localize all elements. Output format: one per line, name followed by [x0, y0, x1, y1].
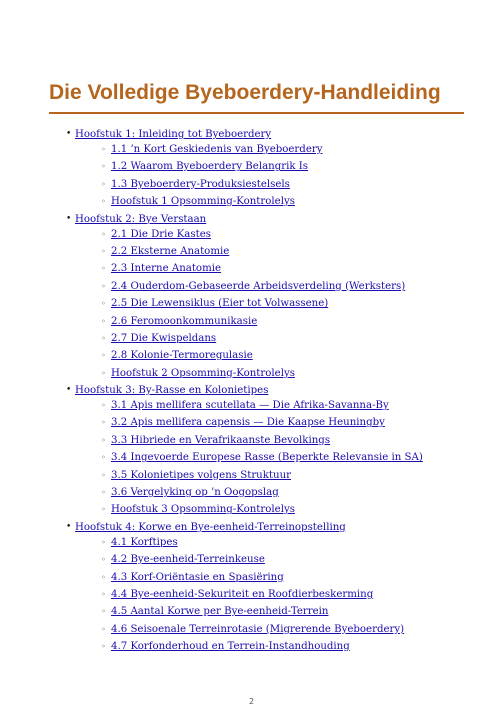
toc-chapter — [66, 212, 486, 384]
toc-section-link[interactable]: 3.2 Apis mellifera capensis — Die Kaapse Heuningby — [111, 417, 385, 429]
toc-section-link[interactable]: 2.1 Die Drie Kastes — [111, 228, 211, 240]
toc-section-link[interactable]: 4.5 Aantal Korwe per Bye-eenheid-Terrein — [111, 606, 329, 618]
circle-bullet-icon: ◦ — [101, 572, 106, 582]
page-number: 2 — [248, 697, 255, 706]
toc-chapter — [66, 520, 486, 657]
toc-chapter-link[interactable]: Hoofstuk 2: Bye Verstaan — [75, 213, 207, 225]
toc-section-link[interactable]: Hoofstuk 1 Opsomming-Kontrolelys — [111, 196, 295, 208]
toc-section-item — [75, 639, 486, 656]
toc-chapter-line — [66, 212, 486, 227]
title-divider — [49, 112, 464, 114]
toc-section-link[interactable]: 3.1 Apis mellifera scutellata — Die Afrika-Savanna-By — [111, 400, 389, 412]
toc-section-item — [75, 502, 486, 519]
toc-section-item — [75, 366, 486, 383]
circle-bullet-icon: ◦ — [101, 316, 106, 326]
bullet-icon: • — [66, 521, 72, 532]
toc-section-item — [75, 433, 486, 450]
circle-bullet-icon: ◦ — [101, 197, 106, 207]
circle-bullet-icon: ◦ — [101, 299, 106, 309]
toc-chapter — [66, 127, 486, 212]
toc-section-item — [75, 468, 486, 485]
circle-bullet-icon: ◦ — [101, 488, 106, 498]
bullet-icon: • — [66, 213, 72, 224]
toc-chapter-line — [66, 520, 486, 535]
toc-section-item — [75, 485, 486, 502]
toc-section-list — [75, 398, 486, 520]
toc-section-link[interactable]: 2.2 Eksterne Anatomie — [111, 245, 230, 257]
circle-bullet-icon: ◦ — [101, 505, 106, 515]
toc-section-link[interactable]: 1.3 Byeboerdery-Produksiestelsels — [111, 178, 290, 190]
toc-section-item — [75, 552, 486, 569]
toc-section-item — [75, 227, 486, 244]
toc-section-link[interactable]: 1.2 Waarom Byeboerdery Belangrik Is — [111, 161, 309, 173]
bullet-icon: • — [66, 129, 72, 139]
table-of-contents — [66, 127, 486, 657]
toc-section-item — [75, 142, 486, 159]
toc-section-link[interactable]: 2.4 Ouderdom-Gebaseerde Arbeidsverdeling (Werksters) — [111, 280, 406, 292]
circle-bullet-icon: ◦ — [101, 555, 106, 565]
toc-section-link[interactable]: 2.8 Kolonie-Termoregulasie — [111, 350, 253, 362]
circle-bullet-icon: ◦ — [101, 607, 106, 617]
toc-section-link[interactable]: 3.3 Hibriede en Verafrikaanste Bevolkings — [111, 434, 331, 446]
toc-section-link[interactable]: 2.3 Interne Anatomie — [111, 263, 222, 275]
circle-bullet-icon: ◦ — [101, 589, 106, 599]
toc-section-item — [75, 244, 486, 261]
toc-section-item — [75, 296, 486, 313]
toc-section-list — [75, 142, 486, 212]
toc-section-item — [75, 177, 486, 194]
circle-bullet-icon: ◦ — [101, 351, 106, 361]
toc-section-item — [75, 398, 486, 415]
circle-bullet-icon: ◦ — [101, 642, 106, 652]
circle-bullet-icon: ◦ — [101, 418, 106, 428]
circle-bullet-icon: ◦ — [101, 333, 106, 343]
toc-section-item — [75, 331, 486, 348]
toc-section-link[interactable]: 2.5 Die Lewensiklus (Eier tot Volwassene) — [111, 298, 329, 310]
toc-section-link[interactable]: 4.2 Bye-eenheid-Terreinkeuse — [111, 554, 265, 566]
toc-section-item — [75, 570, 486, 587]
toc-section-item — [75, 415, 486, 432]
circle-bullet-icon: ◦ — [101, 145, 106, 154]
toc-section-link[interactable]: 2.6 Feromoonkommunikasie — [111, 315, 258, 327]
toc-section-list — [75, 227, 486, 384]
toc-section-item — [75, 450, 486, 467]
circle-bullet-icon: ◦ — [101, 229, 106, 239]
toc-section-link[interactable]: 4.6 Seisoenale Terreinrotasie (Migrerende Byeboerdery) — [111, 623, 405, 635]
toc-section-link[interactable]: 3.4 Ingevoerde Europese Rasse (Beperkte Relevansie in SA) — [111, 452, 423, 464]
toc-section-item — [75, 159, 486, 176]
circle-bullet-icon: ◦ — [101, 537, 106, 547]
toc-section-list — [75, 535, 486, 657]
toc-chapter-link[interactable]: Hoofstuk 3: By-Rasse en Kolonietipes — [75, 385, 269, 397]
circle-bullet-icon: ◦ — [101, 368, 106, 378]
toc-chapter — [66, 383, 486, 520]
toc-section-link[interactable]: 4.1 Korftipes — [111, 536, 178, 548]
toc-section-link[interactable]: 2.7 Die Kwispeldans — [111, 332, 217, 344]
toc-chapter-link[interactable]: Hoofstuk 4: Korwe en Bye-eenheid-Terreinopstelling — [75, 521, 346, 533]
toc-section-item — [75, 314, 486, 331]
circle-bullet-icon: ◦ — [101, 435, 106, 445]
toc-chapter-line — [66, 127, 486, 142]
toc-chapter-line — [66, 383, 486, 398]
toc-section-link[interactable]: Hoofstuk 3 Opsomming-Kontrolelys — [111, 504, 295, 516]
circle-bullet-icon: ◦ — [101, 401, 106, 411]
circle-bullet-icon: ◦ — [101, 264, 106, 274]
toc-section-item — [75, 279, 486, 296]
toc-section-item — [75, 194, 486, 211]
toc-section-item — [75, 604, 486, 621]
toc-section-item — [75, 622, 486, 639]
circle-bullet-icon: ◦ — [101, 162, 106, 172]
toc-section-item — [75, 535, 486, 552]
toc-section-link[interactable]: 4.7 Korfonderhoud en Terrein-Instandhouding — [111, 641, 350, 653]
circle-bullet-icon: ◦ — [101, 281, 106, 291]
toc-section-link[interactable]: 3.6 Vergelyking op ’n Oogopslag — [111, 487, 279, 499]
toc-section-link[interactable]: 4.4 Bye-eenheid-Sekuriteit en Roofdierbeskerming — [111, 588, 374, 600]
toc-section-item — [75, 348, 486, 365]
toc-section-link[interactable]: 1.1 ’n Kort Geskiedenis van Byeboerdery — [111, 144, 323, 155]
toc-section-item — [75, 261, 486, 278]
bullet-icon: • — [66, 385, 72, 396]
circle-bullet-icon: ◦ — [101, 246, 106, 256]
toc-section-link[interactable]: 3.5 Kolonietipes volgens Struktuur — [111, 469, 292, 481]
circle-bullet-icon: ◦ — [101, 624, 106, 634]
toc-section-link[interactable]: Hoofstuk 2 Opsomming-Kontrolelys — [111, 367, 295, 379]
circle-bullet-icon: ◦ — [101, 179, 106, 189]
toc-chapter-link[interactable]: Hoofstuk 1: Inleiding tot Byeboerdery — [75, 129, 272, 140]
document-title: Die Volledige Byeboerdery-Handleiding — [49, 81, 441, 104]
toc-section-link[interactable]: 4.3 Korf-Oriëntasie en Spasiëring — [111, 571, 284, 583]
toc-section-item — [75, 587, 486, 604]
circle-bullet-icon: ◦ — [101, 470, 106, 480]
circle-bullet-icon: ◦ — [101, 453, 106, 463]
